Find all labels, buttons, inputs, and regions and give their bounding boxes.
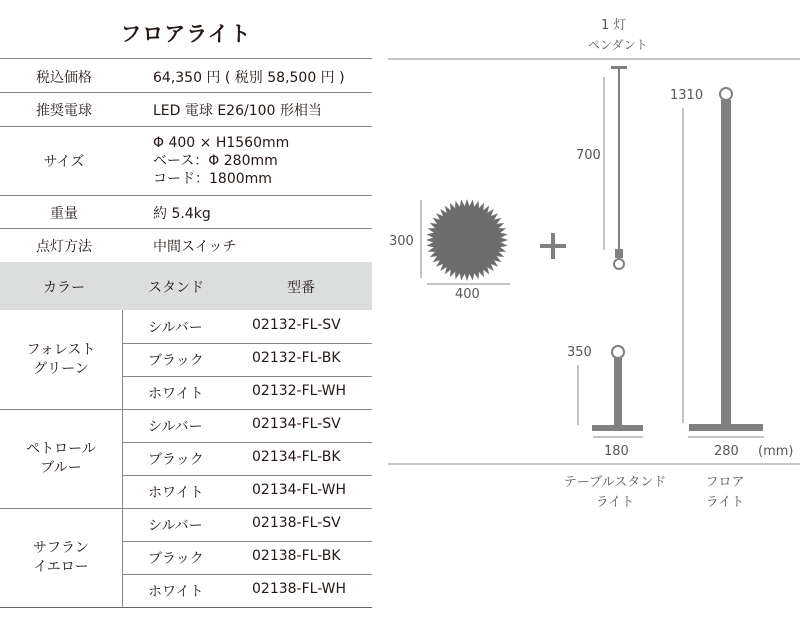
- table-base-label: 180: [604, 444, 629, 459]
- floor-base-label: 280: [714, 444, 739, 459]
- model-cell: 02134-FL-SV: [252, 416, 341, 432]
- header-color: カラー: [43, 280, 85, 296]
- spec-value: LED 電球 E26/100 形相当: [153, 103, 322, 119]
- shade-icon: [426, 199, 508, 281]
- color-name: イエロー: [33, 558, 89, 575]
- model-cell: 02132-FL-SV: [252, 317, 341, 333]
- color-name: フォレスト: [26, 341, 96, 358]
- model-cell: 02138-FL-WH: [252, 581, 347, 597]
- stand-cell: シルバー: [148, 320, 203, 336]
- spec-value: 約 5.4kg: [153, 206, 211, 222]
- model-cell: 02138-FL-SV: [252, 515, 341, 531]
- stand-cell: ホワイト: [148, 386, 204, 402]
- shade-shape: [426, 199, 508, 281]
- table-height-label: 350: [567, 345, 592, 360]
- shade-width-label: 400: [455, 287, 480, 302]
- stand-cell: シルバー: [148, 518, 203, 534]
- spec-label: 税込価格: [36, 70, 92, 86]
- spec-value-line: Φ 400 × H1560mm: [153, 135, 290, 151]
- pendant-title: 1 灯: [601, 18, 627, 33]
- table-light-caption: [550, 473, 680, 513]
- spec-label: サイズ: [43, 154, 85, 170]
- plus-sign: [541, 230, 542, 231]
- model-cell: 02134-FL-WH: [252, 482, 347, 498]
- caption-line: テーブルスタンド: [563, 475, 667, 490]
- model-cell: 02134-FL-BK: [252, 449, 341, 465]
- floor-light-caption: [695, 473, 755, 513]
- pendant-length-label: 700: [576, 148, 601, 163]
- spec-label: 推奨電球: [36, 103, 92, 119]
- spec-value: 64,350 円 ( 税別 58,500 円 ): [153, 70, 345, 86]
- color-name: ブルー: [40, 459, 82, 476]
- stand-cell: ブラック: [148, 452, 204, 468]
- spec-value-line: ベース：Φ 280mm: [153, 153, 278, 169]
- floor-light-icon: [689, 88, 763, 431]
- plus-icon: [540, 233, 566, 259]
- model-cell: 02138-FL-BK: [252, 548, 341, 564]
- stand-cell: ブラック: [148, 353, 204, 369]
- model-cell: 02132-FL-WH: [252, 383, 347, 399]
- spec-label: 点灯方法: [36, 239, 92, 255]
- page-title: フロアライト: [120, 22, 252, 46]
- unit-label: (mm): [758, 444, 794, 459]
- model-cell: 02132-FL-BK: [252, 350, 341, 366]
- caption-line: ライト: [595, 495, 635, 510]
- caption-line: フロア: [705, 475, 745, 490]
- caption-line: ライト: [705, 495, 745, 510]
- spec-label: 重量: [50, 206, 78, 222]
- color-name: グリーン: [33, 360, 89, 377]
- stand-cell: ホワイト: [148, 584, 204, 600]
- floor-height-label: 1310: [670, 88, 704, 103]
- pendant-subtitle: ペンダント: [588, 38, 648, 52]
- color-name: サフラン: [33, 539, 89, 556]
- color-name: ペトロール: [26, 440, 96, 457]
- stand-cell: ホワイト: [148, 485, 204, 501]
- header-model: 型番: [287, 280, 315, 296]
- spec-value: 中間スイッチ: [153, 239, 237, 255]
- stand-cell: ブラック: [148, 551, 204, 567]
- shade-height-label: 300: [389, 234, 414, 249]
- stand-cell: シルバー: [148, 419, 203, 435]
- pendant-icon: [611, 66, 627, 269]
- spec-value-line: コード：1800mm: [153, 171, 272, 187]
- header-stand: スタンド: [148, 280, 204, 296]
- table-light-icon: [592, 346, 643, 431]
